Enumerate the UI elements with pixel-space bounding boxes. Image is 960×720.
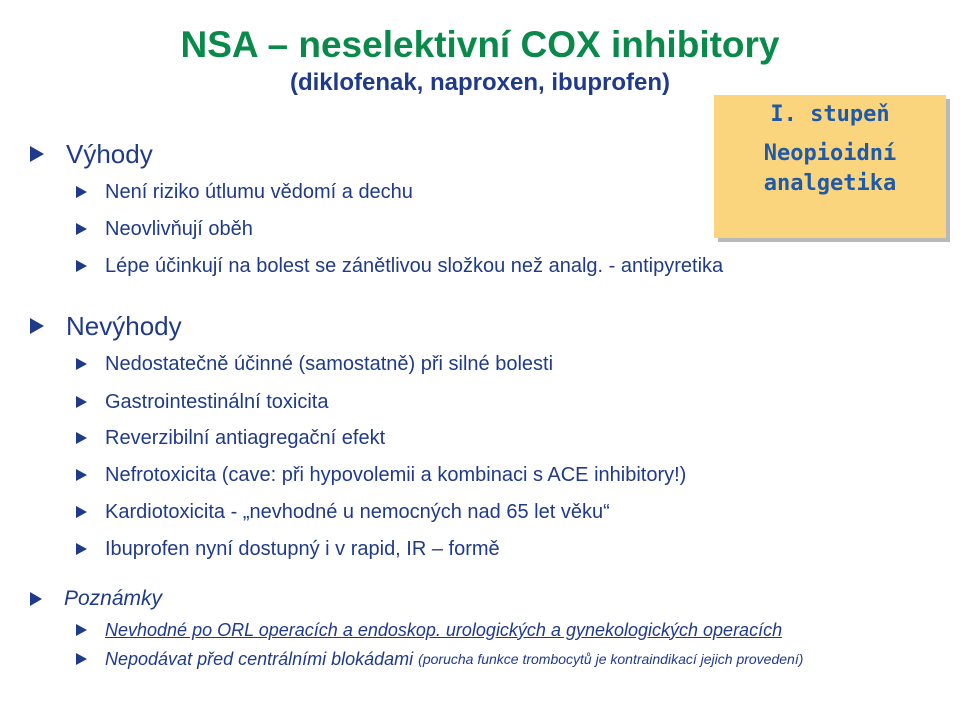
heading-text: Výhody [66,138,153,169]
triangle-bullet-icon [76,469,87,481]
list-item [76,388,328,416]
drug-class-label: Neopioidní analgetika [763,141,897,196]
list-item [76,215,253,243]
heading-text: Nevýhody [66,310,182,341]
triangle-bullet-icon [30,146,44,162]
section-heading-poznamky [30,585,162,613]
page-title: NSA – neselektivní COX inhibitory [180,24,780,65]
list-item-note: (porucha funkce trombocytů je kontraindikací jejich provedení) [418,651,804,667]
triangle-bullet-icon [76,396,87,408]
list-item [76,617,782,643]
list-item-text: Není riziko útlumu vědomí a dechu [105,180,413,203]
list-item-text: Nepodávat před centrálními blokádami [105,648,414,669]
list-item [76,498,610,526]
list-item-text: Neovlivňují oběh [105,217,253,240]
triangle-bullet-icon [76,506,87,518]
triangle-bullet-icon [76,624,87,636]
triangle-bullet-icon [76,223,87,235]
list-item [76,535,500,563]
list-item [76,646,803,672]
list-item [76,178,413,206]
list-item-text: Kardiotoxicita - „nevhodné u nemocných nad 65 let věku“ [105,500,610,523]
triangle-bullet-icon [76,432,87,444]
section-heading-nevyhody [30,310,182,342]
analgesic-stage-box [714,95,946,238]
list-item [76,350,553,378]
list-item [76,252,723,280]
list-item [76,461,686,489]
triangle-bullet-icon [76,653,87,665]
list-item-text: Nefrotoxicita (cave: při hypovolemii a kombinaci s ACE inhibitory!) [105,463,687,486]
list-item-text: Lépe účinkují na bolest se zánětlivou složkou než analg. - antipyretika [105,254,724,277]
triangle-bullet-icon [76,186,87,198]
list-item-text: Nevhodné po ORL operacích a endoskop. urologických a gynekologických operacích [105,619,783,640]
heading-text: Poznámky [64,587,163,610]
triangle-bullet-icon [76,260,87,272]
triangle-bullet-icon [30,318,44,334]
list-item-text: Gastrointestinální toxicita [105,390,329,413]
list-item-text: Ibuprofen nyní dostupný i v rapid, IR – formě [105,537,500,560]
list-item [76,424,385,452]
triangle-bullet-icon [30,592,42,606]
list-item-text: Reverzibilní antiagregační efekt [105,426,386,449]
section-heading-vyhody [30,138,153,170]
triangle-bullet-icon [76,358,87,370]
list-item-text: Nedostatečně účinné (samostatně) při silné bolesti [105,352,554,375]
triangle-bullet-icon [76,543,87,555]
stage-label: I. stupeň [770,102,890,127]
page-subtitle: (diklofenak, naproxen, ibuprofen) [289,69,671,96]
